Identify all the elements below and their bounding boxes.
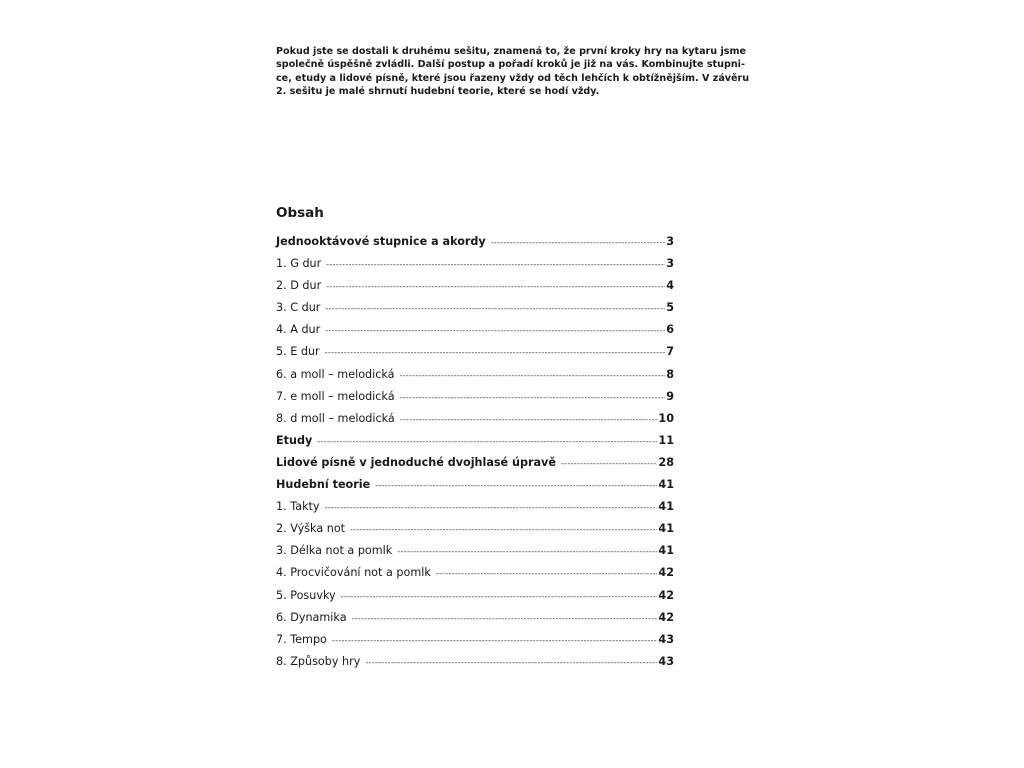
toc-entry-page: 10 [658,411,674,425]
toc-entry-title: 1. G dur [276,257,322,271]
toc-dot-leader [436,563,658,585]
toc-entry [276,496,674,518]
toc-entry-page: 41 [658,500,674,514]
toc-dot-leader [341,586,658,608]
toc-dot-leader [400,387,666,409]
toc-entry-page: 42 [658,566,674,580]
toc-section-entry [276,430,674,452]
toc-entry-page: 4 [666,279,674,293]
intro-line: ce, etudy a lidové písně, které jsou řazeny vždy od těch lehčích k obtížnějším. V závěru [276,72,750,84]
toc-entry-title: 4. Procvičování not a pomlk [276,566,431,580]
table-of-contents [276,231,674,673]
toc-section-entry [276,452,674,474]
toc-entry-title: Lidové písně v jednoduché dvojhlasé úpravě [276,455,556,469]
toc-entry-title: 7. Tempo [276,632,327,646]
toc-dot-leader [491,232,665,254]
toc-entry-title: 1. Takty [276,500,320,514]
toc-heading: Obsah [276,205,324,221]
toc-entry [276,253,674,275]
toc-dot-leader [397,541,657,563]
intro-paragraph [276,45,750,98]
toc-entry-title: 6. Dynamika [276,610,347,624]
toc-entry-title: 2. D dur [276,279,322,293]
toc-entry [276,341,674,363]
toc-entry-title: 6. a moll – melodická [276,367,395,381]
toc-entry-title: 8. Způsoby hry [276,654,361,668]
intro-line: Pokud jste se dostali k druhému sešitu, znamená to, že první kroky hry na kytaru jsme [276,46,746,57]
toc-entry [276,629,674,651]
toc-entry-page: 42 [658,588,674,602]
toc-entry-title: 2. Výška not [276,522,346,536]
toc-entry-title: 7. e moll – melodická [276,389,395,403]
intro-line: 2. sešitu je malé shrnutí hudební teorie, které se hodí vždy. [276,85,600,97]
toc-entry-page: 7 [666,345,674,359]
toc-entry-page: 42 [658,610,674,624]
toc-dot-leader [350,519,657,541]
toc-entry [276,607,674,629]
toc-dot-leader [325,320,665,342]
toc-entry [276,297,674,319]
toc-dot-leader [400,409,658,431]
toc-entry-page: 6 [666,323,674,337]
toc-dot-leader [561,453,657,475]
toc-entry-title: 8. d moll – melodická [276,411,395,425]
toc-entry [276,275,674,297]
toc-dot-leader [325,298,665,320]
toc-entry-title: 3. Délka not a pomlk [276,544,393,558]
toc-entry-page: 8 [666,367,674,381]
toc-entry-page: 9 [666,389,674,403]
toc-dot-leader [317,431,657,453]
toc-entry [276,319,674,341]
toc-entry-title: 4. A dur [276,323,321,337]
toc-entry-title: 3. C dur [276,301,321,315]
toc-dot-leader [326,254,665,276]
toc-dot-leader [332,630,658,652]
toc-entry [276,651,674,673]
toc-entry-page: 41 [658,522,674,536]
toc-dot-leader [325,497,658,519]
toc-dot-leader [375,475,657,497]
toc-entry-page: 43 [658,632,674,646]
toc-entry [276,364,674,386]
toc-dot-leader [326,276,665,298]
toc-entry [276,562,674,584]
toc-entry-page: 41 [658,544,674,558]
toc-entry [276,540,674,562]
toc-entry-title: 5. Posuvky [276,588,336,602]
toc-dot-leader [400,365,666,387]
toc-entry-title: Jednooktávové stupnice a akordy [276,235,486,248]
toc-section-entry [276,231,674,253]
toc-dot-leader [325,342,666,364]
toc-entry-page: 3 [666,235,674,248]
toc-entry [276,386,674,408]
toc-dot-leader [365,652,657,674]
toc-entry [276,585,674,607]
toc-entry-page: 11 [658,433,674,447]
toc-entry-page: 5 [666,301,674,315]
toc-entry-page: 28 [658,455,674,469]
toc-entry [276,408,674,430]
toc-entry-page: 41 [658,478,674,492]
toc-dot-leader [352,608,658,630]
toc-entry [276,518,674,540]
toc-section-entry [276,474,674,496]
toc-entry-title: Etudy [276,433,313,447]
toc-entry-title: 5. E dur [276,345,320,359]
toc-entry-page: 3 [666,257,674,271]
toc-entry-page: 43 [658,654,674,668]
toc-entry-title: Hudební teorie [276,478,371,492]
intro-line: společně úspěšně zvládli. Další postup a pořadí kroků je již na vás. Kombinujte stupni- [276,59,745,71]
